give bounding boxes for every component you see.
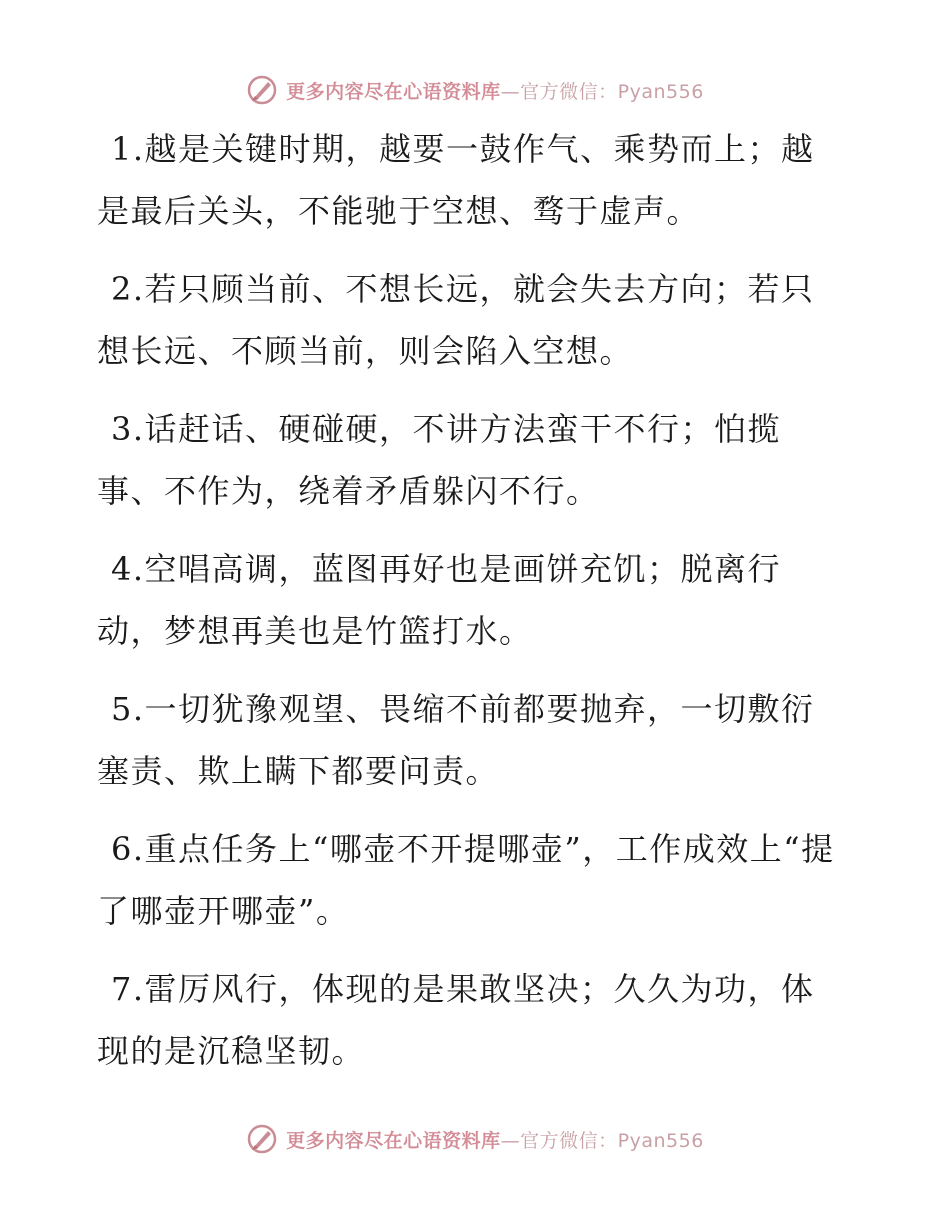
- item-number: 1.: [111, 130, 145, 168]
- document-body: [97, 118, 837, 1098]
- list-item: [97, 538, 837, 662]
- watermark-text: [286, 1126, 704, 1153]
- item-number: 5.: [111, 690, 145, 728]
- item-text: 重点任务上“哪壶不开提哪壶”，工作成效上“提了哪壶开哪壶”。: [97, 830, 835, 930]
- list-item: [97, 258, 837, 382]
- item-number: 2.: [111, 270, 145, 308]
- watermark-brand: 更多内容尽在心语资料库: [286, 1129, 501, 1152]
- item-text: 越是关键时期，越要一鼓作气、乘势而上；越是最后关头，不能驰于空想、骛于虚声。: [97, 130, 815, 230]
- item-number: 7.: [111, 970, 145, 1008]
- quill-pen-logo-icon: [246, 1123, 278, 1155]
- item-text: 一切犹豫观望、畏缩不前都要抛弃，一切敷衍塞责、欺上瞒下都要问责。: [97, 690, 815, 790]
- item-text: 若只顾当前、不想长远，就会失去方向；若只想长远、不顾当前，则会陷入空想。: [97, 270, 815, 370]
- watermark-contact: —官方微信：Pyan556: [500, 1129, 704, 1152]
- list-item: [97, 818, 837, 942]
- header-watermark: [0, 70, 950, 110]
- list-item: [97, 958, 837, 1082]
- quill-pen-logo-icon: [246, 74, 278, 106]
- list-item: [97, 398, 837, 522]
- footer-watermark: [0, 1119, 950, 1159]
- watermark-contact: —官方微信：Pyan556: [500, 80, 704, 103]
- item-text: 话赶话、硬碰硬，不讲方法蛮干不行；怕揽事、不作为，绕着矛盾躲闪不行。: [97, 410, 782, 510]
- item-number: 6.: [111, 830, 145, 868]
- list-item: [97, 678, 837, 802]
- item-number: 4.: [111, 550, 145, 588]
- list-item: [97, 118, 837, 242]
- watermark-text: [286, 77, 704, 104]
- item-text: 空唱高调，蓝图再好也是画饼充饥；脱离行动，梦想再美也是竹篮打水。: [97, 550, 782, 650]
- item-text: 雷厉风行，体现的是果敢坚决；久久为功，体现的是沉稳坚韧。: [97, 970, 815, 1070]
- watermark-brand: 更多内容尽在心语资料库: [286, 80, 501, 103]
- item-number: 3.: [111, 410, 145, 448]
